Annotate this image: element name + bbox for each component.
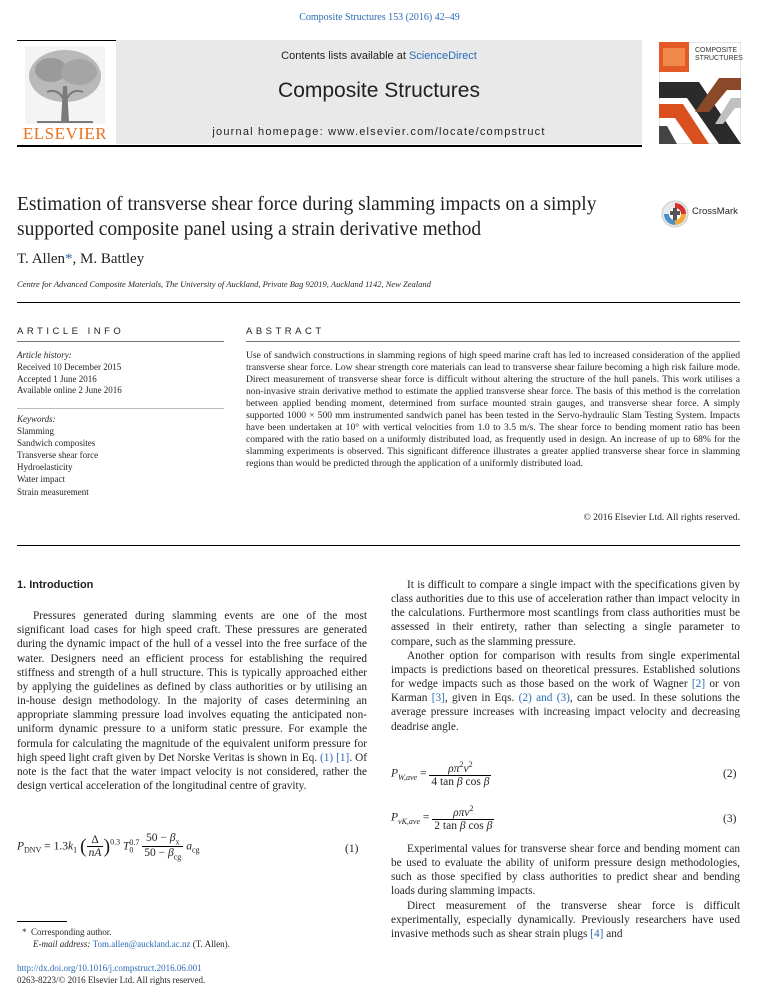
cover-title-2: STRUCTURES — [695, 55, 743, 62]
p3-text-d: , can be used. In these solutions the average pressure increases with increasing impact velocity and decreasing deadrise angle. — [391, 692, 740, 733]
author-battley[interactable]: , M. Battley — [72, 251, 145, 267]
email-suffix: (T. Allen). — [190, 939, 230, 949]
history-label: Article history: — [17, 350, 72, 360]
keyword-item: Strain measurement — [17, 486, 89, 497]
article-history — [17, 350, 122, 397]
footnote — [22, 926, 230, 950]
journal-cover-image[interactable] — [659, 42, 741, 144]
equation-2: $P_{W,ave}$ = $\frac{\rho\pi^2v^2}{\text{4 tan β cos β}}$ — [391, 760, 490, 788]
equation-1-number: (1) — [345, 843, 359, 855]
crossmark-label[interactable]: CrossMark — [692, 206, 738, 217]
keyword-item: Water impact — [17, 474, 66, 485]
abstract-copyright: © 2016 Elsevier Ltd. All rights reserved. — [583, 512, 740, 523]
issn-copyright: 0263-8223/© 2016 Elsevier Ltd. All rights reserved. — [17, 974, 206, 985]
ref-3[interactable]: [3] — [431, 692, 445, 705]
header-bottom-rule — [17, 145, 642, 147]
ref-1[interactable]: [1] — [336, 751, 350, 764]
equation-3-number: (3) — [723, 813, 737, 825]
footnote-corresponding — [22, 926, 230, 938]
p1-text-a: Pressures generated during slamming events are one of the most significant load cases for high speed craft. These pressures are generated during the dynamic impact of the hull of a vessel into the free surface of the water. Designers need an efficient process for establishing the required stiffness and strength of a hull structure. This is typically approached either by applying the guidelines as defined by class authorities or by utilising an in-house design methodology. In the majority of cases determining an appropriate slamming pressure load involves equating the anticipated non-uniform dynamic pressure to a uniform static pressure. For example the formula for calculating the magnitude of the equivalent uniform pressure for high speed light craft given by Det Norske Veritas is shown in Eq. — [17, 610, 367, 764]
article-info-rule — [17, 341, 224, 342]
crossmark-icon[interactable] — [660, 199, 690, 229]
keyword-item: Transverse shear force — [17, 450, 99, 461]
p5-text-a: Direct measurement of the transverse shear force is difficult experimentally, especially dynamically. Previously researchers have used invasive methods such as shear strain plugs — [391, 899, 740, 940]
history-online: Available online 2 June 2016 — [17, 385, 122, 396]
author-allen[interactable]: T. Allen — [17, 251, 66, 267]
keywords-label: Keywords: — [17, 414, 56, 424]
keyword-item: Hydroelasticity — [17, 462, 73, 473]
paragraph-4: Experimental values for transverse shear force and bending moment can be used to evaluate the ability of uniform pressure design methodologies, such as those specified by class authorities to predict shear and bending loads during slamming impacts. — [391, 843, 740, 898]
right-column — [391, 578, 740, 734]
paragraph-3 — [391, 649, 740, 734]
p3-text-a: Another option for comparison with results from single experimental impacts is predictions based on theoretical pressures. Established solutions for wedge impacts such as those based on the work of Wagner — [391, 649, 740, 691]
divider-bottom — [17, 545, 740, 546]
p5-text-b: and — [603, 927, 623, 940]
history-accepted: Accepted 1 June 2016 — [17, 373, 97, 384]
contents-line — [116, 50, 642, 62]
keyword-item: Sandwich composites — [17, 438, 96, 449]
equation-1: $P_{DNV} = 1.3k_1$ ( $\frac{\Delta}{nA}$ )$^{0.3}$ $T_0^{0.7}$ $\frac{50 - \beta_x}{50 - \beta_{cg}}$ $a_{cg}$ — [17, 832, 200, 862]
keywords-list — [17, 413, 98, 498]
cover-title-1: COMPOSITE — [695, 47, 738, 54]
homepage-prefix: journal homepage: — [212, 126, 329, 138]
divider-top — [17, 302, 740, 303]
journal-title: Composite Structures — [278, 79, 480, 102]
page-footer — [17, 963, 205, 986]
keywords-rule — [17, 408, 224, 409]
author-list — [17, 251, 144, 268]
contents-prefix: Contents lists available at — [281, 50, 409, 62]
article-info-heading: ARTICLE INFO — [17, 326, 125, 337]
footnote-email-line — [22, 938, 230, 950]
abstract-rule — [246, 341, 740, 342]
journal-homepage — [116, 126, 642, 138]
footnote-corresponding-text: Corresponding author. — [31, 927, 112, 937]
section-heading-introduction: 1. Introduction — [17, 579, 94, 591]
history-received: Received 10 December 2015 — [17, 361, 122, 372]
keyword-item: Slamming — [17, 426, 55, 437]
abstract-heading: ABSTRACT — [246, 326, 325, 337]
elsevier-wordmark: ELSEVIER — [22, 124, 108, 143]
right-column-lower — [391, 842, 740, 941]
ref-2[interactable]: [2] — [691, 678, 706, 691]
article-title: Estimation of transverse shear force during slamming impacts on a simply supported composite panel using a strain derivative method — [17, 194, 597, 240]
p1-text-b: . Of note is the fact that the water impact velocity is not considered, rather the design vertical acceleration of the longitudinal centre of gravity. — [17, 751, 367, 793]
ref-eq-1[interactable]: (1) — [320, 751, 334, 764]
corresponding-author-mark[interactable]: * — [65, 251, 73, 267]
equation-3: $P_{vK,ave}$ = $\frac{\rho\pi v^2}{\text{2 tan β cos β}}$ — [391, 804, 493, 832]
paragraph-5 — [391, 899, 740, 941]
sciencedirect-link[interactable]: ScienceDirect — [408, 50, 477, 62]
abstract-text: Use of sandwich constructions in slamming regions of high speed marine craft has led to increased consideration of the applied transverse shear force. Low shear strength core materials can lead to transverse shear failure becoming a high risk failure mode. Direct measurement of transverse shear force is difficult without altering the structure of the hull panels. This work utilises a non-invasive strain derivative method to estimate the applied transverse shear force. The basis of this method is the correlation between applied bending moment, determined from surface mounted strain gauges, and transverse shear force. A simply supported 1000 × 500 mm instrumented sandwich panel has been tested in the Servo-hydraulic Slam Testing System. Impacts have been undertaken at 10° with vertical velocities from 1.0 to 3.5 m/s. The shear force to bending moment ratio has been compared with the ratio based on a uniformly distributed load, as frequently used in design. An increase of up to 68% for the slamming experiments is observed. This significant difference illustrates a greater applied transverse shear force in slamming regions than would be predicted through the application of a uniformly distributed load. — [246, 350, 740, 469]
p3-text-b: or von Karman — [391, 678, 740, 705]
ref-eq-2-3[interactable]: (2) and (3) — [518, 692, 570, 705]
footnote-mark: * — [22, 927, 27, 937]
author-email-link[interactable]: Tom.allen@auckland.ac.nz — [92, 939, 191, 949]
left-column — [17, 578, 367, 793]
footnote-rule — [17, 921, 67, 922]
homepage-url[interactable]: www.elsevier.com/locate/compstruct — [328, 126, 546, 138]
doi-link[interactable]: http://dx.doi.org/10.1016/j.compstruct.2016.06.001 — [17, 963, 202, 973]
p3-text-c: , given in Eqs. — [444, 692, 519, 705]
email-label: E-mail address: — [33, 939, 93, 949]
journal-citation[interactable]: Composite Structures 153 (2016) 42–49 — [299, 12, 460, 23]
paragraph-2: It is difficult to compare a single impact with the specifications given by class authorities due to this use of acceleration rather than impact velocity in the calculations. Furthermore most scantlings from class authorities must be assessed in their entirety, rather than selecting a single parameter to compare, such as the slamming pressure. — [391, 579, 740, 648]
affiliation: Centre for Advanced Composite Materials, The University of Auckland, Private Bag 92019, Auckland 1142, New Zealand — [17, 279, 431, 289]
equation-2-number: (2) — [723, 768, 737, 780]
ref-4[interactable]: [4] — [590, 927, 604, 940]
paragraph-1 — [17, 609, 367, 793]
